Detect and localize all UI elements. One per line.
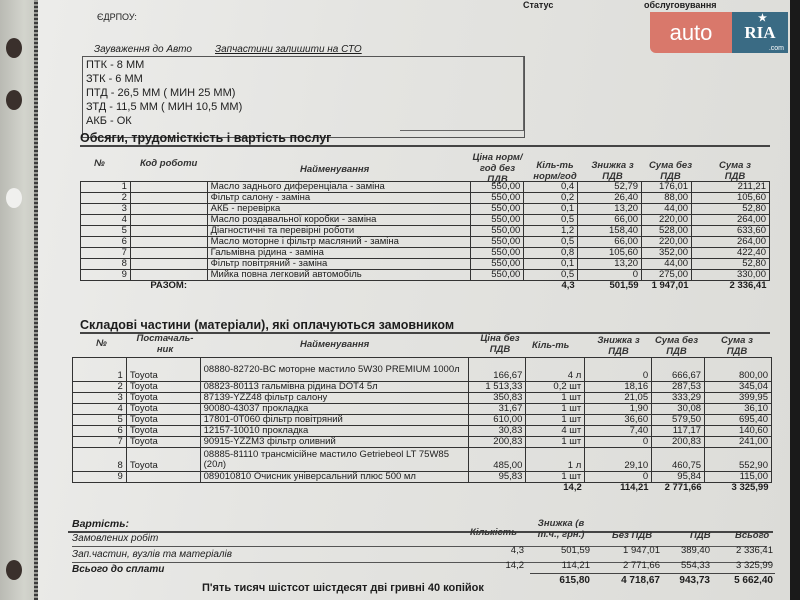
col-price: Ціна норм/год без ПДВ — [472, 152, 523, 185]
watermark-ria — [732, 12, 788, 53]
table-row: 2 Toyota 08823-80113 гальмівна рідина DOT4 5л 1 513,33 0,2 шт 18,16 287,53 345,04 — [73, 382, 772, 393]
table-row: 5 Toyota 17801-0T060 фільтр повітряний 610,00 1 шт 36,60 579,50 695,40 — [73, 415, 772, 426]
col-discount: Знижка (в т.ч., грн.) — [537, 518, 585, 540]
notes-title: Зауваження до Авто — [94, 44, 192, 55]
status-label: Статус — [523, 0, 554, 10]
col-no: № — [96, 338, 107, 349]
col-total: Всього — [735, 530, 770, 541]
note-line: АКБ - ОК — [86, 115, 132, 127]
note-line: ПТД - 26,5 ММ ( МИН 25 ММ) — [86, 87, 236, 99]
summary-row-label: Зап.частин, вузлів та матеріалів — [72, 549, 232, 560]
binder-hole — [6, 38, 22, 58]
col-discount: Знижка з ПДВ — [597, 335, 640, 357]
col-net: Без ПДВ — [612, 530, 653, 541]
note-line: ЗТК - 6 ММ — [86, 73, 143, 85]
table-row: 8 Фільтр повітряний - заміна 550,00 0,1 13,20 44,00 52,80 — [81, 259, 770, 270]
edrpou-label: ЄДРПОУ: — [97, 12, 137, 22]
col-total: Сума з ПДВ — [721, 335, 753, 357]
col-price: Ціна без ПДВ — [480, 333, 520, 355]
col-discount: Знижка з ПДВ — [591, 160, 634, 182]
col-no: № — [94, 158, 105, 169]
notes-box — [82, 56, 525, 138]
background-edge — [790, 0, 800, 600]
table-row: 8 Toyota 08885-81110 трансмісійне мастило Getriebeol LT 75W85 (20л) 485,00 1 л 29,10 460,75 552,90 — [73, 448, 772, 472]
table-row: 4 Масло роздавальної коробки - заміна 550,00 0,5 66,00 220,00 264,00 — [81, 215, 770, 226]
autoria-watermark — [650, 12, 788, 53]
table-row: 5 Діагностичні та перевірні роботи 550,00 1,2 158,40 528,00 633,60 — [81, 226, 770, 237]
col-sum: Сума без ПДВ — [648, 160, 693, 182]
table-row: 6 Масло моторне і фільтр масляний - заміна 550,00 0,5 66,00 220,00 264,00 — [81, 237, 770, 248]
col-supplier: Постачаль-ник — [136, 333, 194, 355]
totals-row: РАЗОМ: 4,3 501,59 1 947,01 2 336,41 — [81, 281, 770, 292]
watermark-ria-text: RIA — [744, 22, 776, 42]
table-row: 9 089010810 Очисник універсальний плюс 500 мл 95,83 1 шт 0 95,84 115,00 — [73, 472, 772, 483]
summary-row-label: Замовлених робіт — [72, 533, 159, 544]
binder-hole — [6, 560, 22, 580]
service-label: обслуговування — [644, 0, 717, 10]
col-quantity: Кількість — [470, 527, 517, 538]
services-table — [80, 181, 770, 292]
divider — [72, 546, 767, 547]
table-row: 4 Toyota 90080-43037 прокладка 31,67 1 шт 1,90 30,08 36,10 — [73, 404, 772, 415]
col-qty: Кіль-ть норм/год — [533, 160, 577, 182]
watermark-domain: .com — [768, 45, 784, 52]
table-row: 1 Toyota 08880-82720-BC моторне мастило 5W30 PREMIUM 1000л 166,67 4 л 0 666,67 800,00 — [73, 358, 772, 382]
col-name: Найменування — [300, 339, 370, 350]
totals-row: 14,2 114,21 2 771,66 3 325,99 — [73, 483, 772, 494]
col-code: Код роботи — [140, 158, 198, 169]
summary-title: Вартість: — [72, 518, 129, 530]
note-line: ПТК - 8 ММ — [86, 59, 145, 71]
grand-total-label: Всього до сплати — [72, 564, 165, 575]
parts-table — [72, 357, 772, 494]
col-vat: ПДВ — [690, 530, 711, 541]
table-row: 6 Toyota 12157-10010 прокладка 30,83 4 шт 7,40 117,17 140,60 — [73, 426, 772, 437]
divider — [530, 573, 775, 574]
table-row: 7 Toyota 90915-YZZM3 фільтр оливний 200,83 1 шт 0 200,83 241,00 — [73, 437, 772, 448]
table-row: 3 АКБ - перевірка 550,00 0,1 13,20 44,00 52,80 — [81, 204, 770, 215]
divider — [68, 531, 773, 533]
col-total: Сума з ПДВ — [719, 160, 751, 182]
table-row: 9 Мийка повна легковий автомобіль 550,00 0,5 0 275,00 330,00 — [81, 270, 770, 281]
col-sum: Сума без ПДВ — [654, 335, 699, 357]
parts-note: Запчастини залишити на СТО — [215, 44, 362, 55]
col-name: Найменування — [300, 164, 370, 175]
services-title: Обсяги, трудомісткість і вартість послуг — [80, 131, 770, 147]
binder-hole — [6, 188, 22, 208]
table-row: 1 Масло заднього диференціала - заміна 550,00 0,4 52,79 176,01 211,21 — [81, 182, 770, 193]
note-line: ЗТД - 11,5 ММ ( МИН 10,5 ММ) — [86, 101, 243, 113]
parts-title: Складові частини (матеріали), які оплачуються замовником — [80, 318, 770, 334]
watermark-auto: auto — [650, 12, 732, 53]
table-row: 2 Фільтр салону - заміна 550,00 0,2 26,40 88,00 105,60 — [81, 193, 770, 204]
col-qty: Кіль-ть — [532, 340, 570, 351]
amount-in-words: П'ять тисяч шістсот шістдесят дві гривні 40 копійок — [202, 582, 484, 594]
table-row: 7 Гальмівна рідина - заміна 550,00 0,8 105,60 352,00 422,40 — [81, 248, 770, 259]
table-row: 3 Toyota 87139-YZZ48 фільтр салону 350,83 1 шт 21,05 333,29 399,95 — [73, 393, 772, 404]
binder-hole — [6, 90, 22, 110]
star-icon: ★ — [758, 13, 767, 24]
